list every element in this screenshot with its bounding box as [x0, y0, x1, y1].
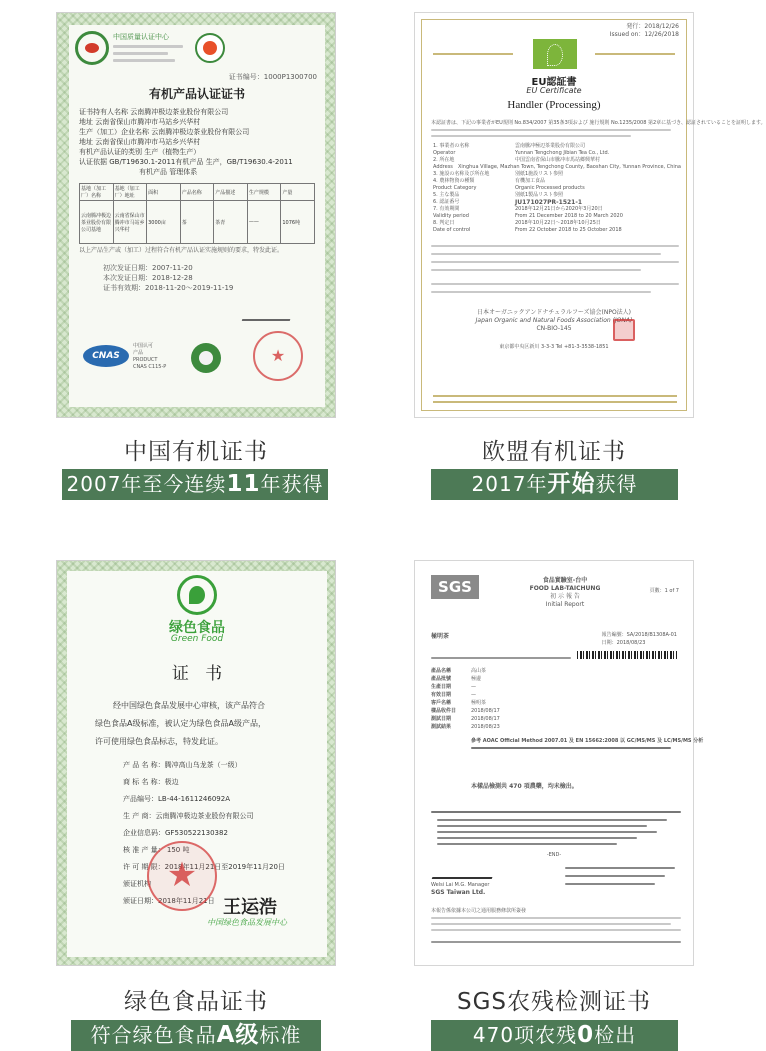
green-food-logo-icon [177, 575, 217, 615]
lab-header: 食品實驗室-台中 FOOD LAB-TAICHUNG 初 示 報 告 Initial Report [529, 577, 601, 608]
cert-title: 有机产品认证证书 [148, 87, 245, 101]
card-banner: 2007年至今连续11年获得 [62, 469, 328, 500]
report-meta: 報告編號：SA/2018/B1308A-01 日期：2018/08/23 [601, 632, 677, 646]
card-banner: 470项农残0检出 [431, 1020, 678, 1051]
china-organic-certificate-image [56, 12, 336, 418]
cert-number: 证书编号：1000P1300700 [228, 73, 317, 81]
page-count: 頁數：1 of 7 [649, 588, 679, 594]
report-footer: 本報告係依據本公司之通用服務條款所簽發 [431, 908, 527, 914]
sgs-logo-icon: SGS [431, 575, 479, 599]
eu-organic-leaf-icon [533, 39, 577, 69]
sample-rows: 產品名稱 高山茶 產品批號 極邊 生產日期 — 有效日期 — 客戶名稱 極明茶 樣品收件日 2018/08/17 測試日期 2018/08/17 測試結果 2018/08/23 [431, 668, 500, 730]
eu-rows: 1. 事業者の名称 雲南騰冲極辺茶業股份有限公司 Operator Yunnan Tengchong Jibian Tea Co., Ltd. 2. 所在地 中国雲南省保山市騰冲市馬站郷興華村 Address Xinghua Village, Mazhan Town, Tengchong County, Baoshan City, Yunnan Province, China 3. 施設の名称及び所在地 別紙1施設リスト参照 4. 農林物資の種類 有機加工食品 Product Category Organic Processed products 5. 主な製品 別紙1製品リスト参照 6. 認証番号 JU171027PR-1521-1 7. 有効期間 2018年12月21日から2020年3月20日 Validity period From 21 December 2018 to 20 March 2020 8. 判定日 2018年10月22日〜2018年10月25日 Date of control From 22 October 2018 to 25 October 2018 [433, 143, 681, 233]
cert-heading: 证 书 [171, 664, 223, 684]
signer-block: Welsi Lai M.G. Manager SGS Taiwan Ltd. [431, 882, 490, 896]
cert-paragraph: 经中国绿色食品发展中心审核，该产品符合 绿色食品A级标准，被认定为绿色食品A级产品， 许可使用绿色食品标志，特发此证。 [95, 701, 266, 746]
end-mark: -END- [546, 852, 562, 858]
signature: 王运浩 [223, 897, 277, 918]
eu-intro: 本認証書は、下記の事業者がEU規則 No.834/2007 第35条3項および 施行規則 No.1235/2008 第2章に基づき、認証されていることを証明します。 [431, 120, 766, 126]
bottom-ornament [433, 395, 677, 403]
green-food-logo-en: Green Food [170, 634, 224, 644]
red-stamp-icon: ★ [253, 331, 303, 381]
center-name: 中国绿色食品发展中心 [207, 918, 287, 927]
red-seal-icon [613, 319, 635, 341]
test-method: 參考 AOAC Official Method 2007.01 及 EN 15662:2008 以 GC/MS/MS 及 LC/MS/MS 分析 [471, 738, 704, 744]
barcode [577, 651, 677, 659]
green-food-logo-cn: 绿色食品 [169, 620, 225, 636]
eu-title-en: EU Certificate [526, 86, 582, 95]
green-food-certificate-image [56, 560, 336, 966]
eu-footer: 日本オーガニックアンドナチュラルフーズ協会(NPO法人) Japan Organic and Natural Foods Association (JONA) CN-BIO-145 東京都中央区新川 3-3-3 Tel +81-3-3538-1851 [475, 309, 633, 350]
organic-logo-icon [195, 33, 225, 63]
left-ornament [433, 53, 513, 55]
cert-fields: 证书持有人名称 云南腾冲极边茶业股份有限公司 地址 云南省保山市腾冲市马站乡兴华村 生产（加工）企业名称 云南腾冲极边茶业股份有限公司 地址 云南省保山市腾冲市马站乡兴华村 有机产品认证的类别 生产（植物生产） 认证依据 GB/T19630.1-2011有机产品 生产，GB/T19630.4-2011 有机产品 管理体系 [79, 108, 293, 176]
issued-date: 発行：2018/12/26 Issued on：12/26/2018 [609, 23, 679, 38]
card-title: SGS农残检测证书 [456, 989, 652, 1015]
card-banner: 2017年开始获得 [431, 469, 678, 500]
cqc-logo-icon [75, 31, 109, 65]
card-title: 欧盟有机证书 [482, 439, 626, 465]
base-table: 基地（加工厂）名称 基地（加工厂）地址 面积 产品名称 产品描述 生产规模 产量 云南腾冲极边茶业股份有限公司基地 云南省保山市腾冲市马站乡兴华村 3000亩 茶 茶青 —— 1076吨 [79, 183, 315, 244]
card-title: 中国有机证书 [124, 439, 268, 465]
customer-name: 極明茶 [431, 633, 450, 640]
organic-seal-icon [191, 343, 221, 373]
handler-title: Handler (Processing) [507, 99, 601, 111]
cert-statement: 以上产品生产或（加工）过程符合有机产品认证实施规则的要求，特发此证。 [79, 247, 284, 254]
cert-dates: 初次发证日期：2007-11-20 本次发证日期：2018-12-28 证书有效期：2018-11-20～2019-11-19 [103, 264, 234, 292]
eu-organic-certificate-image [414, 12, 766, 418]
cnas-text: 中国认可 产品 PRODUCT CNAS C115-P [133, 343, 167, 370]
test-result: 本樣品檢測共 470 項農藥，均未檢出。 [471, 783, 578, 790]
card-banner: 符合绿色食品A级标准 [71, 1020, 321, 1051]
signature-scribble [242, 297, 296, 321]
eu-title-jp: EU認証書 [531, 77, 577, 88]
cnas-logo-icon: CNAS [83, 345, 129, 367]
right-ornament [595, 53, 675, 55]
issuer-header: 中国质量认证中心 [113, 33, 169, 41]
sgs-report-image [414, 560, 704, 966]
card-title: 绿色食品证书 [124, 989, 268, 1015]
cert-fields: 产 品 名 称：腾冲高山乌龙茶（一级） 商 标 名 称：极边 产品编号：LB-44-1611246092A 生 产 商：云南腾冲极边茶业股份有限公司 企业信息码：GF530522130382 核 准 产 量： 150 吨 许 可 期 限：2018年11月21日至2019年11月20日 颁证机构 颁证日期：2018年11月21日 [123, 761, 285, 905]
signer-signature [432, 861, 499, 879]
red-star-stamp-icon: ★ [147, 841, 217, 911]
